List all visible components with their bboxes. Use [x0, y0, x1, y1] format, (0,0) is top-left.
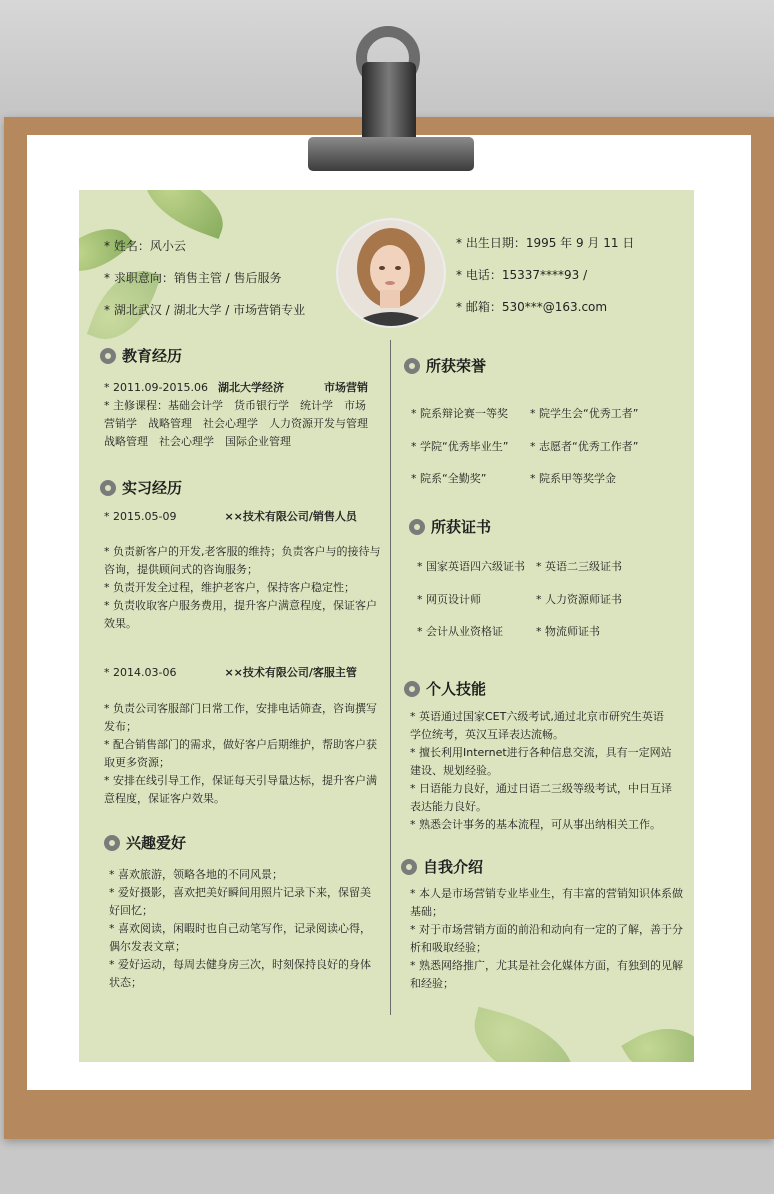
honor-item: * 院系甲等奖学金: [530, 472, 616, 485]
job-1-duties: [104, 543, 389, 633]
text-line: * 喜欢阅读，闲暇时也自己动笔写作，记录阅读心得，: [109, 922, 371, 935]
text-line: * 英语通过国家CET六级考试,通过北京市研究生英语: [410, 710, 664, 723]
text-line: * 爱好摄影，喜欢把美好瞬间用照片记录下来，保留美: [109, 886, 371, 899]
job-date: * 2014.03-06: [104, 666, 177, 679]
ring-bullet-icon: [401, 859, 417, 875]
text-line: * 熟悉会计事务的基本流程，可从事出纳相关工作。: [410, 818, 661, 831]
text-line: 析和吸取经验；: [410, 941, 487, 954]
text-line: 和经验；: [410, 977, 454, 990]
section-title: 实习经历: [122, 479, 183, 497]
text-line: * 安排在线引导工作，保证每天引导量达标，提升客户满: [104, 774, 377, 787]
text-line: * 本人是市场营销专业毕业生，有丰富的营销知识体系做: [410, 887, 683, 900]
ring-bullet-icon: [404, 681, 420, 697]
text-line: 学位统考，英汉互译表达流畅。: [410, 728, 564, 741]
avatar: [336, 218, 446, 328]
text-line: 建设、规划经验。: [410, 764, 498, 777]
birth-date-field: * 出生日期：1995 年 9 月 11 日: [456, 236, 635, 250]
location-school-field: * 湖北武汉 / 湖北大学 / 市场营销专业: [104, 303, 306, 317]
ring-bullet-icon: [100, 348, 116, 364]
honor-item: * 院系“全勤奖”: [411, 472, 487, 485]
honor-item: * 志愿者“优秀工作者”: [530, 440, 639, 453]
honor-item: * 院系辩论赛一等奖: [411, 407, 508, 420]
education-date: * 2011.09-2015.06: [104, 381, 208, 394]
text-line: 咨询，提供顾问式的咨询服务；: [104, 563, 258, 576]
job-company: ××技术有限公司/销售人员: [224, 510, 357, 523]
text-line: 偶尔发表文章；: [109, 940, 186, 953]
text-line: * 熟悉网络推广，尤其是社会化媒体方面，有独到的见解: [410, 959, 683, 972]
section-title: 兴趣爱好: [126, 834, 187, 852]
portrait-image: [338, 220, 444, 326]
text-line: * 对于市场营销方面的前沿和动向有一定的了解，善于分: [410, 923, 683, 936]
text-line: 基础；: [410, 905, 443, 918]
section-title: 所获荣誉: [426, 357, 487, 375]
leaf-decoration-icon: [463, 1007, 585, 1062]
ring-bullet-icon: [409, 519, 425, 535]
text-line: * 配合销售部门的需求，做好客户后期维护，帮助客户获: [104, 738, 377, 751]
leaf-decoration-icon: [134, 190, 234, 239]
job-date: * 2015.05-09: [104, 510, 177, 523]
hobbies-content: [109, 866, 389, 992]
text-line: * 负责收取客户服务费用，提升客户满意程度，保证客户: [104, 599, 377, 612]
text-line: 发布；: [104, 720, 137, 733]
job-1-header: [104, 508, 384, 526]
about-content: [410, 885, 692, 993]
job-2-header: [104, 664, 384, 682]
ring-bullet-icon: [104, 835, 120, 851]
honor-item: * 学院“优秀毕业生”: [411, 440, 509, 453]
section-title: 所获证书: [431, 518, 492, 536]
certificate-item: * 会计从业资格证: [417, 625, 503, 638]
education-major: 市场营销: [323, 381, 368, 394]
honor-item: * 院学生会“优秀工者”: [530, 407, 639, 420]
leaf-decoration-icon: [621, 1011, 694, 1062]
education-content: [104, 379, 384, 451]
text-line: 意程度，保证客户效果。: [104, 792, 225, 805]
job-company: ××技术有限公司/客服主管: [224, 666, 357, 679]
section-title: 教育经历: [122, 347, 183, 365]
column-divider: [390, 340, 391, 1015]
section-title: 自我介绍: [423, 858, 484, 876]
certificate-item: * 英语二三级证书: [536, 560, 622, 573]
section-title: 个人技能: [426, 680, 487, 698]
text-line: 好回忆；: [109, 904, 153, 917]
certificate-item: * 物流师证书: [536, 625, 600, 638]
phone-field: * 电话：15337****93 /: [456, 268, 588, 282]
skills-content: [410, 708, 692, 834]
text-line: 表达能力良好。: [410, 800, 487, 813]
text-line: 战略管理 社会心理学 国际企业管理: [104, 435, 291, 448]
text-line: * 负责公司客服部门日常工作，安排电话筛查，咨询撰写: [104, 702, 377, 715]
job-intent-field: * 求职意向：销售主管 / 售后服务: [104, 271, 282, 285]
text-line: * 负责新客户的开发,老客服的维持；负责客户与的接待与: [104, 545, 381, 558]
binder-clip-icon: [308, 137, 474, 171]
ring-bullet-icon: [100, 480, 116, 496]
email-field: * 邮箱：530***@163.com: [456, 300, 608, 314]
text-line: * 喜欢旅游，领略各地的不同风景；: [109, 868, 283, 881]
education-school: 湖北大学经济: [217, 381, 284, 394]
text-line: 营销学 战略管理 社会心理学 人力资源开发与管理: [104, 417, 368, 430]
text-line: 效果。: [104, 617, 137, 630]
text-line: * 日语能力良好，通过日语二三级等级考试，中日互译: [410, 782, 672, 795]
certificate-item: * 人力资源师证书: [536, 593, 622, 606]
ring-bullet-icon: [404, 358, 420, 374]
text-line: * 主修课程：基础会计学 货币银行学 统计学 市场: [104, 399, 366, 412]
text-line: 取更多资源；: [104, 756, 170, 769]
text-line: * 擅长利用Internet进行各种信息交流，具有一定网站: [410, 746, 672, 759]
certificate-item: * 国家英语四六级证书: [417, 560, 525, 573]
job-2-duties: [104, 700, 389, 808]
text-line: * 负责开发全过程，维护老客户，保持客户稳定性；: [104, 581, 355, 594]
text-line: 状态；: [109, 976, 142, 989]
certificate-item: * 网页设计师: [417, 593, 481, 606]
name-field: * 姓名：风小云: [104, 239, 186, 253]
text-line: * 爱好运动，每周去健身房三次，时刻保持良好的身体: [109, 958, 371, 971]
